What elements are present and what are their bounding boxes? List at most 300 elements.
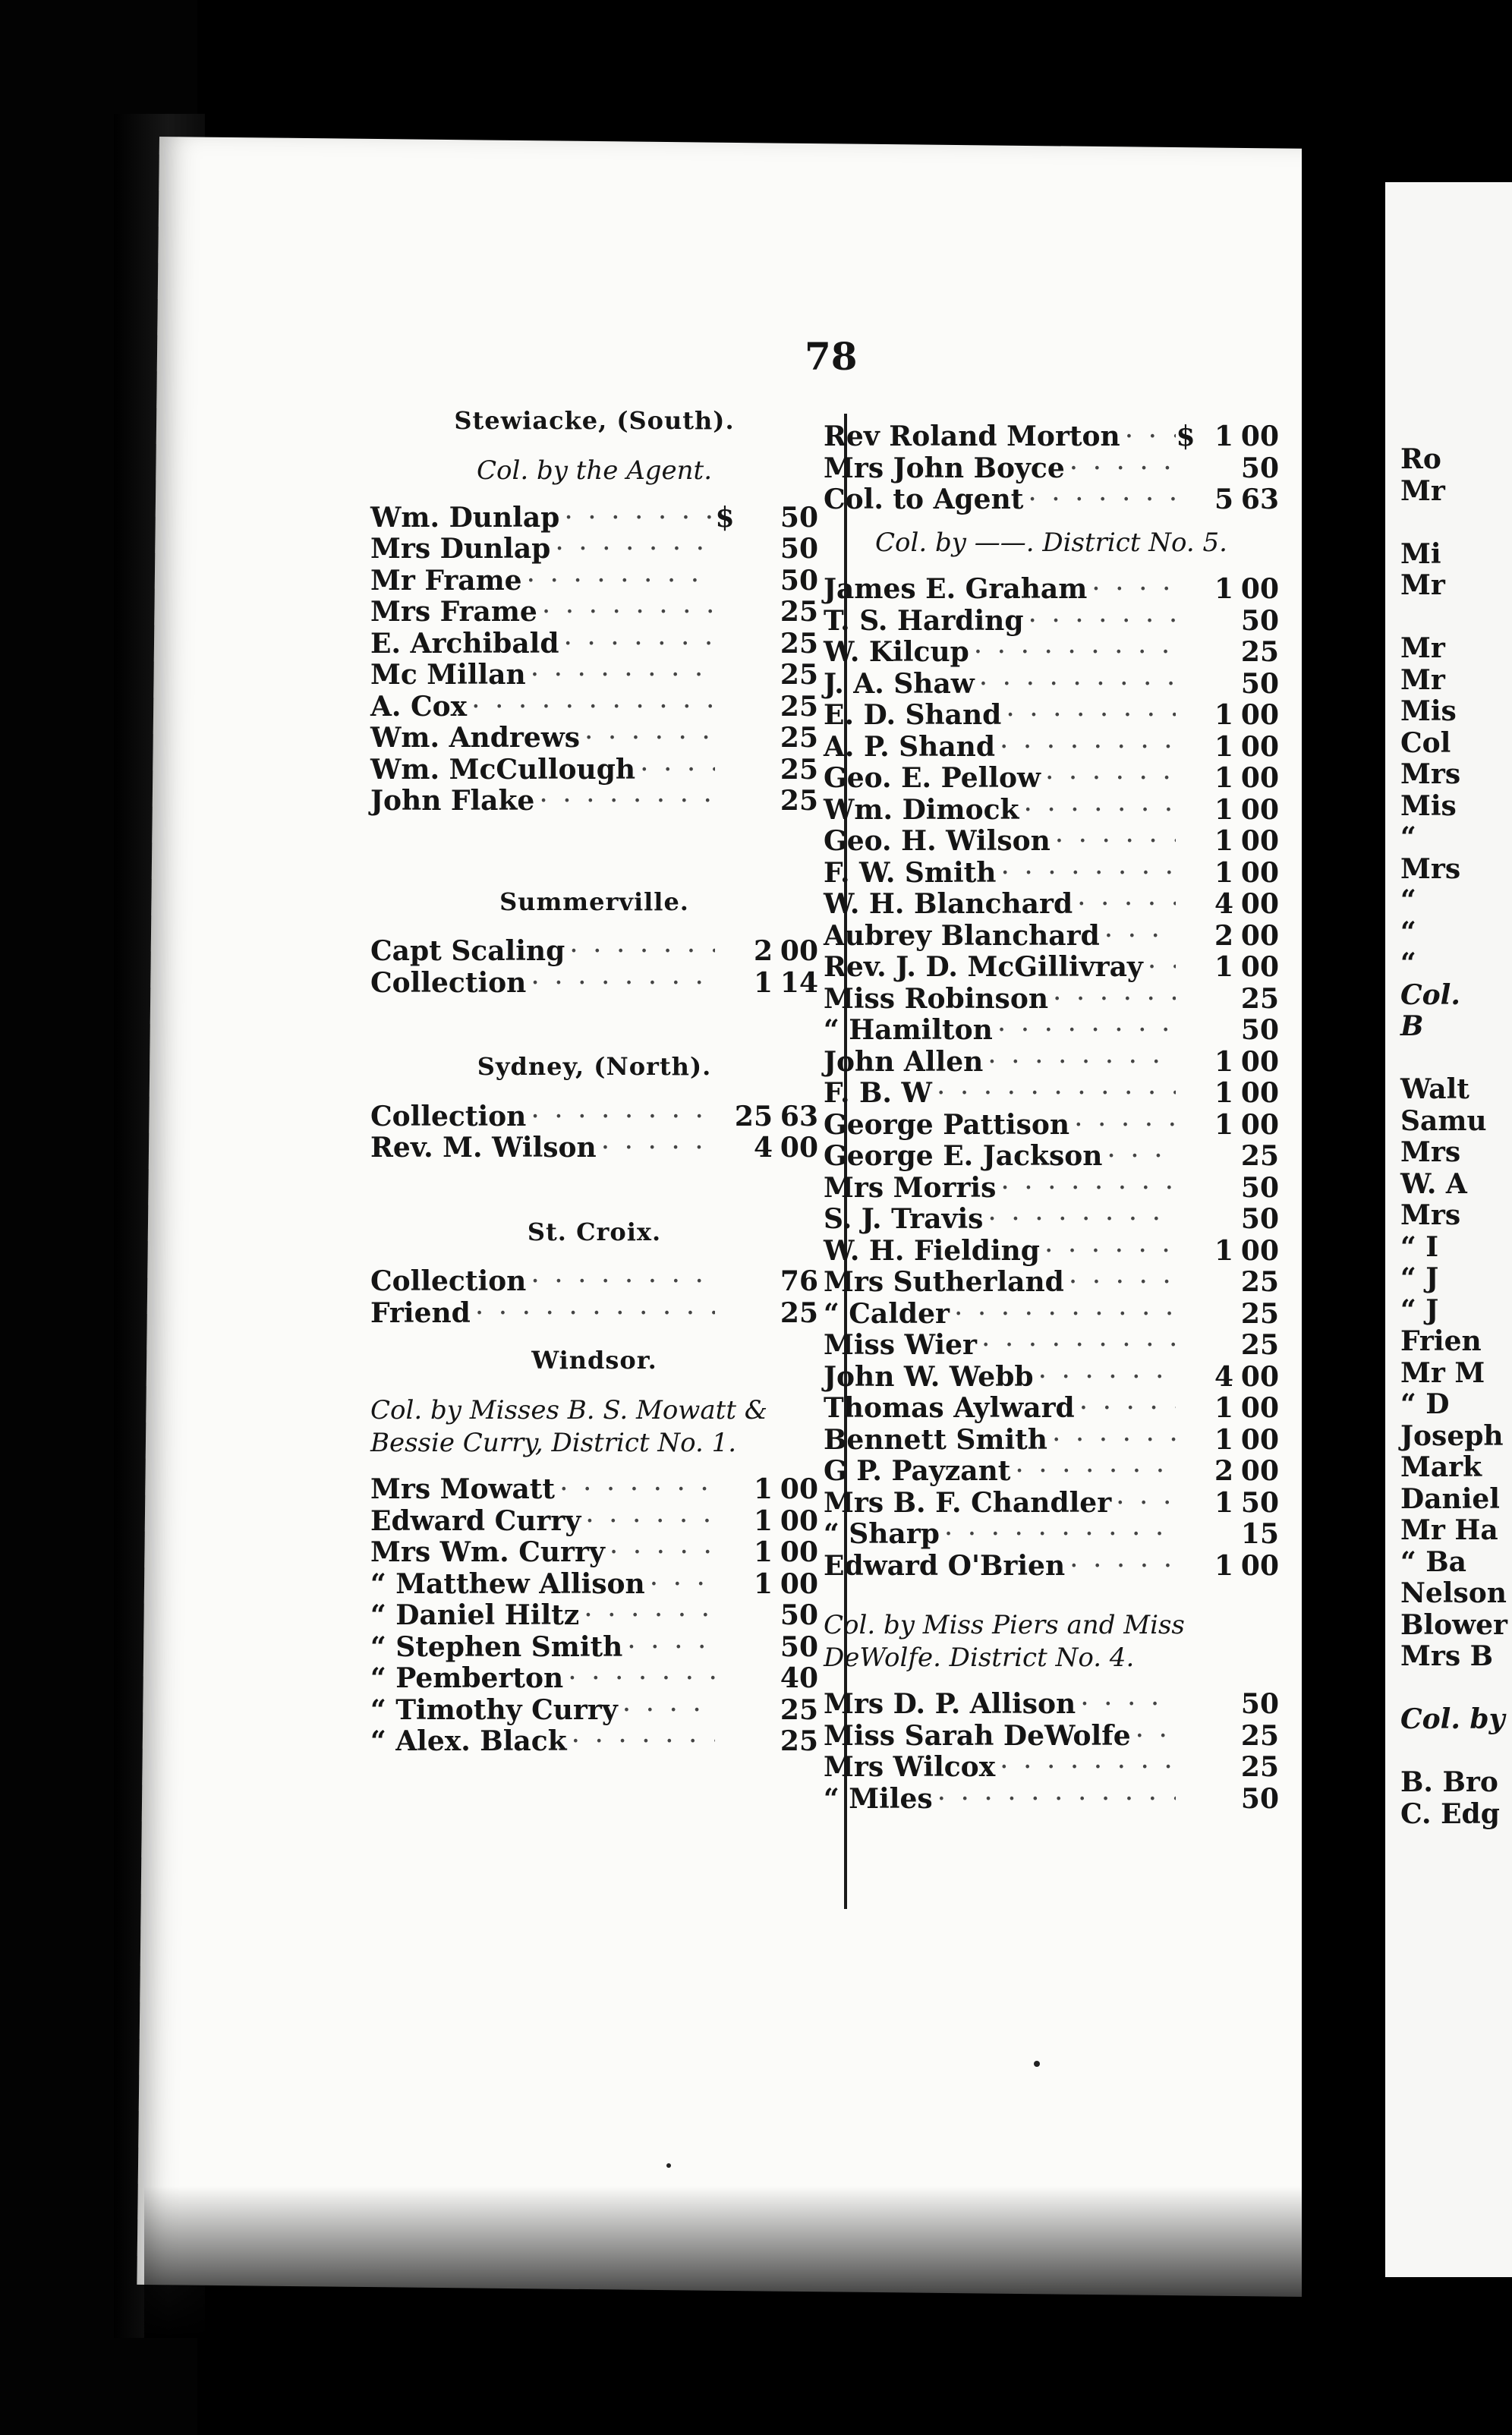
entry-row bbox=[824, 858, 1279, 890]
adjacent-fragment: Mr bbox=[1400, 663, 1445, 696]
adjacent-fragment: Walt bbox=[1400, 1073, 1469, 1105]
leader-dots bbox=[581, 1506, 715, 1538]
leader-dots bbox=[1143, 952, 1176, 984]
entry-name: John Allen bbox=[824, 1045, 984, 1078]
collector-line: Col. by Misses B. S. Mowatt & Bessie Curry, District No. 1. bbox=[370, 1395, 768, 1458]
amount-cents: 00 bbox=[1240, 1392, 1279, 1424]
leader-dots bbox=[995, 1752, 1176, 1784]
amount-cents: 40 bbox=[780, 1662, 818, 1695]
entry-list bbox=[824, 574, 1279, 1582]
amount-dollars: 1 bbox=[753, 1504, 773, 1537]
amount-dollars: 5 bbox=[1214, 484, 1233, 515]
leader-dots bbox=[559, 628, 715, 660]
spacer bbox=[370, 999, 818, 1052]
amount-dollars: 1 bbox=[1214, 793, 1233, 826]
entry-row bbox=[824, 1204, 1279, 1236]
leader-dots bbox=[1131, 1721, 1176, 1753]
leader-dots bbox=[940, 1519, 1176, 1551]
leader-dots bbox=[983, 1047, 1176, 1079]
amount-dollars: 1 bbox=[1214, 1045, 1233, 1078]
adjacent-fragment: Mrs bbox=[1400, 1199, 1461, 1231]
adjacent-fragment: Col bbox=[1400, 726, 1451, 759]
entry-name: “ Stephen Smith bbox=[370, 1630, 623, 1663]
section-heading: Summerville. bbox=[499, 887, 689, 916]
leader-dots bbox=[1051, 826, 1176, 858]
amount-cents: 25 bbox=[1240, 1751, 1279, 1783]
entry-name: Edward Curry bbox=[370, 1504, 581, 1537]
amount-dollars: 1 bbox=[753, 1473, 773, 1506]
leader-dots bbox=[635, 754, 715, 786]
amount-cents: 00 bbox=[1240, 951, 1279, 983]
amount-dollars: 25 bbox=[734, 1100, 773, 1132]
amount-cents: 50 bbox=[1240, 1688, 1279, 1720]
leader-dots bbox=[1102, 1141, 1176, 1173]
entry-row bbox=[370, 1266, 818, 1298]
entry-list bbox=[370, 1266, 818, 1329]
entry-row bbox=[370, 1506, 818, 1538]
entry-name: Friend bbox=[370, 1296, 471, 1329]
entry-name: W. H. Blanchard bbox=[824, 888, 1073, 920]
amount-cents: 00 bbox=[780, 1132, 818, 1164]
entry-list bbox=[370, 1101, 818, 1164]
collector-line: Col. by Miss Piers and Miss DeWolfe. District No. 4. bbox=[824, 1610, 1185, 1673]
amount-cents: 25 bbox=[780, 1725, 818, 1758]
amount-dollars: 2 bbox=[1214, 1455, 1233, 1487]
leader-dots bbox=[622, 1632, 715, 1664]
leader-dots bbox=[1120, 421, 1176, 453]
leader-dots bbox=[526, 660, 715, 691]
leader-dots bbox=[537, 597, 715, 628]
leader-dots bbox=[977, 1330, 1176, 1362]
entry-row bbox=[824, 921, 1279, 953]
entry-name: S. J. Travis bbox=[824, 1203, 984, 1235]
dollar-sign: $ bbox=[1176, 421, 1195, 452]
amount-cents: 00 bbox=[1240, 699, 1279, 731]
entry-name: “ Daniel Hiltz bbox=[370, 1599, 580, 1632]
amount-cents: 00 bbox=[780, 1504, 818, 1537]
amount-cents: 25 bbox=[1240, 1719, 1279, 1752]
leader-dots bbox=[950, 1299, 1176, 1331]
collector-line: Col. by ——. District No. 5. bbox=[875, 527, 1227, 558]
leader-dots bbox=[1069, 1110, 1176, 1142]
amount-cents: 63 bbox=[780, 1100, 818, 1132]
adjacent-page bbox=[1385, 182, 1512, 2277]
entry-row bbox=[824, 669, 1279, 701]
entry-name: Mrs Dunlap bbox=[370, 533, 551, 565]
amount-cents: 00 bbox=[1240, 730, 1279, 763]
entry-row bbox=[370, 1474, 818, 1506]
entry-name: Thomas Aylward bbox=[824, 1392, 1075, 1424]
entry-row bbox=[824, 1078, 1279, 1110]
entry-name: Wm. Dimock bbox=[824, 793, 1019, 826]
adjacent-fragment: Mr M bbox=[1400, 1356, 1485, 1389]
amount-cents: 00 bbox=[1240, 1360, 1279, 1393]
amount-cents: 00 bbox=[1240, 421, 1279, 452]
entry-row bbox=[824, 1752, 1279, 1784]
adjacent-fragment: Mrs bbox=[1400, 852, 1461, 885]
leader-dots bbox=[1023, 484, 1176, 516]
leader-dots bbox=[559, 502, 715, 534]
adjacent-page-fragments bbox=[1385, 182, 1512, 1830]
spacer bbox=[370, 817, 818, 887]
amount-cents: 50 bbox=[780, 1599, 818, 1632]
amount-dollars: 1 bbox=[1214, 573, 1233, 605]
amount-cents: 50 bbox=[1240, 1171, 1279, 1204]
entry-name: Geo. E. Pellow bbox=[824, 762, 1041, 794]
amount-dollars: 1 bbox=[1214, 856, 1233, 889]
amount-cents: 15 bbox=[1240, 1518, 1279, 1550]
amount-dollars: 1 bbox=[1214, 730, 1233, 763]
leader-dots bbox=[1100, 921, 1176, 953]
leader-dots bbox=[995, 732, 1176, 764]
adjacent-fragment: Daniel bbox=[1400, 1482, 1500, 1515]
entry-list bbox=[824, 1689, 1279, 1815]
entry-name: J. A. Shaw bbox=[824, 667, 975, 700]
entry-row bbox=[370, 565, 818, 597]
amount-dollars: 1 bbox=[1214, 1549, 1233, 1582]
entry-row bbox=[370, 786, 818, 817]
entry-name: W. H. Fielding bbox=[824, 1234, 1040, 1267]
amount-dollars: 2 bbox=[1214, 919, 1233, 952]
adjacent-fragment bbox=[1385, 1736, 1512, 1768]
leader-dots bbox=[1087, 574, 1176, 606]
amount-cents: 00 bbox=[1240, 573, 1279, 605]
entry-name: Mrs Wilcox bbox=[824, 1751, 996, 1783]
adjacent-fragment: Mrs bbox=[1400, 1136, 1461, 1168]
collector-line: Col. by the Agent. bbox=[476, 455, 713, 487]
entry-name: Mrs B. F. Chandler bbox=[824, 1486, 1112, 1519]
leader-dots bbox=[1076, 1689, 1176, 1721]
leader-dots bbox=[555, 1474, 715, 1506]
entry-name: “ Alex. Black bbox=[370, 1725, 567, 1758]
section-summerville bbox=[370, 887, 818, 999]
leader-dots bbox=[993, 1015, 1176, 1047]
entry-row bbox=[370, 936, 818, 968]
left-column bbox=[370, 406, 818, 1758]
entry-name: Mr Frame bbox=[370, 564, 522, 597]
amount-cents: 50 bbox=[1240, 1014, 1279, 1046]
leader-dots bbox=[969, 637, 1176, 669]
leader-dots bbox=[567, 1726, 715, 1758]
entry-row bbox=[824, 732, 1279, 764]
entry-row bbox=[824, 700, 1279, 732]
amount-cents: 25 bbox=[780, 722, 818, 754]
entry-name: Wm. Andrews bbox=[370, 722, 580, 754]
entry-name: “ Miles bbox=[824, 1782, 933, 1815]
amount-cents: 50 bbox=[1240, 1486, 1279, 1519]
leader-dots bbox=[522, 565, 715, 597]
entry-name: E. Archibald bbox=[370, 627, 559, 660]
leader-dots bbox=[526, 1101, 715, 1133]
adjacent-fragment: “ bbox=[1400, 947, 1416, 979]
entry-row bbox=[370, 1298, 818, 1330]
leader-dots bbox=[975, 669, 1176, 701]
entry-name: Miss Wier bbox=[824, 1329, 977, 1361]
entry-row bbox=[370, 1132, 818, 1164]
amount-cents: 25 bbox=[780, 753, 818, 786]
leader-dots bbox=[467, 691, 715, 723]
section-heading: Windsor. bbox=[531, 1346, 657, 1375]
section-windsor bbox=[370, 1346, 818, 1758]
entry-name: George Pattison bbox=[824, 1108, 1070, 1141]
entry-name: Edward O'Brien bbox=[824, 1549, 1066, 1582]
section-sydney bbox=[370, 1052, 818, 1164]
adjacent-fragment: W. A bbox=[1400, 1167, 1467, 1200]
adjacent-fragment: Mrs B bbox=[1400, 1640, 1494, 1672]
entry-name: E. D. Shand bbox=[824, 699, 1002, 731]
entry-row bbox=[824, 1721, 1279, 1753]
amount-cents: 25 bbox=[1240, 982, 1279, 1015]
entry-row bbox=[370, 723, 818, 754]
entry-name: F. W. Smith bbox=[824, 856, 997, 889]
amount-cents: 25 bbox=[1240, 636, 1279, 668]
entry-name: “ Pemberton bbox=[370, 1662, 564, 1695]
leader-dots bbox=[1019, 795, 1176, 827]
amount-cents: 00 bbox=[1240, 762, 1279, 794]
amount-cents: 25 bbox=[1240, 1329, 1279, 1361]
entry-row bbox=[824, 606, 1279, 638]
entry-name: George E. Jackson bbox=[824, 1140, 1103, 1172]
amount-cents: 00 bbox=[1240, 919, 1279, 952]
leader-dots bbox=[983, 1204, 1176, 1236]
right-column bbox=[824, 421, 1279, 1815]
entry-name: Mrs Sutherland bbox=[824, 1266, 1064, 1298]
entry-name: Bennett Smith bbox=[824, 1423, 1047, 1456]
entry-row bbox=[824, 763, 1279, 795]
entry-name: A. P. Shand bbox=[824, 730, 996, 763]
entry-row bbox=[824, 1551, 1279, 1583]
amount-cents: 00 bbox=[1240, 793, 1279, 826]
entry-row bbox=[824, 574, 1279, 606]
leader-dots bbox=[1041, 763, 1176, 795]
entry-row bbox=[370, 1663, 818, 1695]
entry-name: G P. Payzant bbox=[824, 1455, 1011, 1487]
leader-dots bbox=[1064, 1267, 1176, 1299]
entry-name: “ Calder bbox=[824, 1297, 950, 1330]
leader-dots bbox=[996, 1173, 1176, 1205]
ink-speck bbox=[666, 2163, 671, 2168]
spacer bbox=[824, 1582, 1279, 1599]
entry-list bbox=[824, 421, 1279, 516]
amount-dollars: 1 bbox=[1214, 1077, 1233, 1109]
entry-row bbox=[824, 1141, 1279, 1173]
entry-name: A. Cox bbox=[370, 690, 468, 723]
amount-cents: 25 bbox=[780, 627, 818, 660]
entry-row bbox=[370, 754, 818, 786]
amount-cents: 50 bbox=[1240, 1782, 1279, 1815]
entry-list bbox=[370, 502, 818, 817]
entry-row bbox=[824, 826, 1279, 858]
adjacent-fragment: Col. by bbox=[1400, 1703, 1505, 1735]
leader-dots bbox=[996, 858, 1176, 890]
amount-cents: 00 bbox=[1240, 1077, 1279, 1109]
entry-name: Col. to Agent bbox=[824, 484, 1024, 515]
entry-row bbox=[370, 628, 818, 660]
entry-row bbox=[824, 1330, 1279, 1362]
amount-dollars: 1 bbox=[1214, 951, 1233, 983]
leader-dots bbox=[1034, 1362, 1176, 1394]
amount-dollars: 1 bbox=[753, 1567, 773, 1600]
amount-dollars: 1 bbox=[1214, 825, 1233, 857]
amount-cents: 50 bbox=[1240, 452, 1279, 484]
amount-dollars: 1 bbox=[1214, 1234, 1233, 1267]
page-number: 78 bbox=[805, 334, 858, 379]
entry-name: Aubrey Blanchard bbox=[824, 919, 1100, 952]
entry-row bbox=[824, 1519, 1279, 1551]
entry-row bbox=[824, 1015, 1279, 1047]
leader-dots bbox=[1048, 984, 1176, 1016]
entry-name: “ Sharp bbox=[824, 1518, 940, 1550]
adjacent-fragment: Mark bbox=[1400, 1451, 1482, 1483]
amount-dollars: 1 bbox=[1214, 1108, 1233, 1141]
amount-cents: 25 bbox=[780, 1693, 818, 1726]
adjacent-fragment: Mr bbox=[1400, 474, 1445, 507]
amount-dollars: 1 bbox=[1214, 1486, 1233, 1519]
amount-cents: 25 bbox=[780, 690, 818, 723]
entry-row bbox=[370, 1569, 818, 1601]
entry-row bbox=[370, 1537, 818, 1569]
amount-dollars: 4 bbox=[1214, 1360, 1233, 1393]
amount-cents: 00 bbox=[1240, 1234, 1279, 1267]
entry-name: “ Hamilton bbox=[824, 1014, 993, 1046]
entry-row bbox=[824, 889, 1279, 921]
entry-name: Mrs Frame bbox=[370, 596, 537, 628]
leader-dots bbox=[1047, 1425, 1176, 1457]
entry-row bbox=[824, 1689, 1279, 1721]
leader-dots bbox=[1111, 1488, 1176, 1520]
entry-row bbox=[370, 691, 818, 723]
leader-dots bbox=[1040, 1236, 1176, 1268]
entry-name: W. Kilcup bbox=[824, 636, 969, 668]
leader-dots bbox=[618, 1695, 715, 1727]
entry-name: “ Matthew Allison bbox=[370, 1567, 645, 1600]
amount-dollars: 1 bbox=[1214, 1423, 1233, 1456]
spacer bbox=[370, 1329, 818, 1346]
amount-cents: 50 bbox=[1240, 604, 1279, 637]
entry-name: James E. Graham bbox=[824, 573, 1088, 605]
entry-name: Rev. M. Wilson bbox=[370, 1132, 597, 1164]
adjacent-fragment: Mr bbox=[1400, 569, 1445, 601]
leader-dots bbox=[1065, 1551, 1176, 1583]
amount-cents: 00 bbox=[780, 1536, 818, 1569]
entry-name: Wm. Dunlap bbox=[370, 501, 560, 534]
leader-dots bbox=[605, 1537, 715, 1569]
entry-name: Collection bbox=[370, 966, 527, 999]
adjacent-fragment: Mrs bbox=[1400, 758, 1461, 790]
leader-dots bbox=[932, 1078, 1176, 1110]
amount-cents: 63 bbox=[1240, 484, 1279, 515]
amount-cents: 25 bbox=[780, 596, 818, 628]
dollar-sign: $ bbox=[715, 501, 735, 534]
amount-cents: 00 bbox=[1240, 1045, 1279, 1078]
amount-cents: 00 bbox=[780, 1567, 818, 1600]
entry-name: Rev. J. D. McGillivray bbox=[824, 951, 1143, 983]
amount-cents: 25 bbox=[780, 1296, 818, 1329]
adjacent-fragment: “ bbox=[1400, 821, 1416, 853]
entry-name: John W. Webb bbox=[824, 1360, 1034, 1393]
entry-row bbox=[370, 1695, 818, 1727]
amount-dollars: 1 bbox=[1214, 699, 1233, 731]
leader-dots bbox=[526, 1266, 715, 1298]
entry-row bbox=[824, 637, 1279, 669]
amount-cents: 25 bbox=[1240, 1266, 1279, 1298]
entry-row bbox=[824, 1173, 1279, 1205]
entry-name: Collection bbox=[370, 1265, 527, 1298]
amount-cents: 50 bbox=[1240, 1203, 1279, 1235]
entry-name: Mrs John Boyce bbox=[824, 452, 1065, 484]
amount-cents: 00 bbox=[1240, 1423, 1279, 1456]
entry-row bbox=[824, 952, 1279, 984]
entry-name: Mrs Morris bbox=[824, 1171, 997, 1204]
amount-cents: 25 bbox=[780, 785, 818, 817]
entry-name: Wm. McCullough bbox=[370, 753, 636, 786]
entry-name: John Flake bbox=[370, 785, 535, 817]
amount-cents: 50 bbox=[780, 1630, 818, 1663]
spacer bbox=[370, 1164, 818, 1218]
entry-row bbox=[370, 502, 818, 534]
leader-dots bbox=[1001, 700, 1176, 732]
entry-row bbox=[824, 421, 1279, 453]
entry-row bbox=[370, 1101, 818, 1133]
adjacent-fragment: Mi bbox=[1400, 537, 1441, 570]
adjacent-fragment: Nelson bbox=[1400, 1577, 1507, 1609]
entry-row bbox=[824, 1393, 1279, 1425]
adjacent-fragment: “ J bbox=[1400, 1293, 1439, 1326]
entry-row bbox=[370, 660, 818, 691]
entry-row bbox=[824, 1267, 1279, 1299]
leader-dots bbox=[1010, 1456, 1176, 1488]
adjacent-fragment: C. Edg bbox=[1400, 1797, 1500, 1830]
entry-row bbox=[824, 1236, 1279, 1268]
leader-dots bbox=[534, 786, 715, 817]
adjacent-fragment: “ bbox=[1400, 915, 1416, 948]
adjacent-fragment: “ bbox=[1400, 884, 1416, 916]
section-heading: St. Croix. bbox=[527, 1217, 662, 1246]
adjacent-fragment: Blower bbox=[1400, 1608, 1507, 1641]
section-st-croix bbox=[370, 1218, 818, 1329]
entry-row bbox=[824, 484, 1279, 516]
leader-dots bbox=[565, 936, 715, 968]
amount-dollars: 1 bbox=[1214, 1392, 1233, 1424]
adjacent-fragment bbox=[1385, 602, 1512, 634]
entry-row bbox=[370, 1632, 818, 1664]
adjacent-fragment bbox=[1385, 1673, 1512, 1705]
amount-dollars: 1 bbox=[753, 966, 773, 999]
leader-dots bbox=[933, 1784, 1176, 1816]
adjacent-fragment: Samu bbox=[1400, 1104, 1487, 1137]
leader-dots bbox=[645, 1569, 715, 1601]
entry-name: Capt Scaling bbox=[370, 935, 565, 968]
adjacent-fragment: Col. bbox=[1400, 978, 1460, 1011]
entry-row bbox=[370, 1726, 818, 1758]
amount-dollars: 4 bbox=[753, 1132, 773, 1164]
entry-row bbox=[370, 597, 818, 628]
leader-dots bbox=[550, 534, 715, 565]
leader-dots bbox=[1075, 1393, 1176, 1425]
entry-list bbox=[370, 936, 818, 999]
entry-name: F. B. W bbox=[824, 1077, 932, 1109]
amount-cents: 50 bbox=[780, 533, 818, 565]
adjacent-fragment bbox=[1385, 1043, 1512, 1075]
entry-name: Miss Sarah DeWolfe bbox=[824, 1719, 1131, 1752]
adjacent-fragment: B. Bro bbox=[1400, 1766, 1498, 1798]
entry-row bbox=[824, 1784, 1279, 1816]
entry-name: Geo. H. Wilson bbox=[824, 825, 1051, 857]
entry-list bbox=[370, 1474, 818, 1758]
page-bottom-shade bbox=[144, 2186, 1374, 2338]
amount-cents: 00 bbox=[1240, 825, 1279, 857]
amount-cents: 00 bbox=[1240, 888, 1279, 920]
